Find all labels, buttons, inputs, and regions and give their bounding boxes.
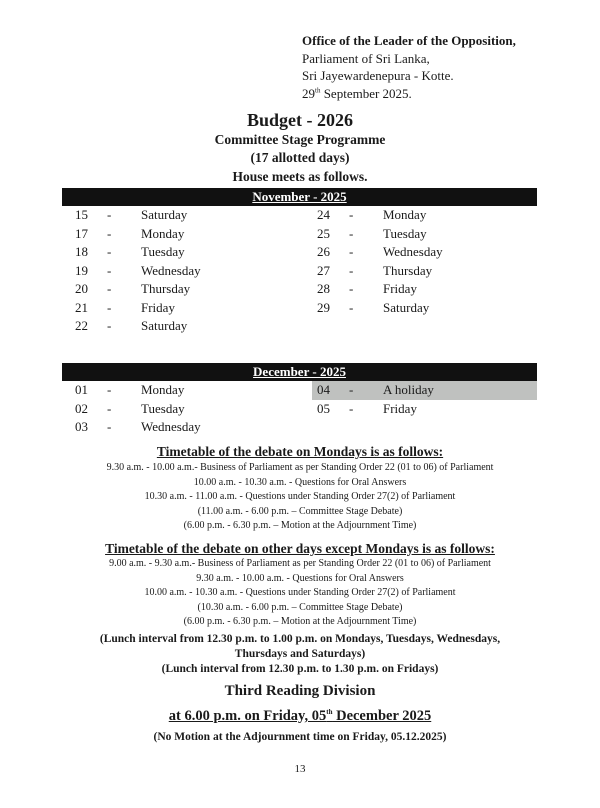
december-left-list [75, 381, 315, 437]
lunch-line: Thursdays and Saturdays) [234, 648, 366, 660]
december-right-list [317, 381, 557, 418]
november-right-list [317, 206, 557, 317]
calendar-row: 21 - Friday [75, 299, 175, 315]
third-reading-title: Third Reading Division [224, 683, 376, 699]
office-line-parliament: Parliament of Sri Lanka, [302, 50, 430, 66]
calendar-row: 22 - Saturday [75, 318, 188, 333]
no-motion-note: (No Motion at the Adjournment time on Friday, 05.12.2025) [153, 731, 447, 743]
calendar-row: 19 - Wednesday [75, 262, 201, 278]
page-number: 13 [294, 763, 306, 775]
timetable-line: 9.30 a.m. - 10.00 a.m. - Questions for Oral Answers [196, 572, 404, 584]
calendar-row: 02 - Tuesday [75, 400, 185, 416]
budget-title: Budget - 2026 [246, 110, 353, 130]
otherdays-timetable [0, 557, 600, 630]
calendar-row: 26 - Wednesday [317, 244, 443, 259]
office-date: 29th September 2025. [302, 85, 412, 101]
calendar-row: 28 - Friday [317, 281, 417, 296]
timetable-line: 10.00 a.m. - 10.30 a.m. - Questions under Standing Order 27(2) of Parliament [144, 587, 456, 598]
calendar-row: 27 - Thursday [317, 262, 433, 278]
office-title: Office of the Leader of the Opposition, [302, 33, 516, 48]
lunch-line: (Lunch interval from 12.30 p.m. to 1.30 p.m. on Fridays) [161, 663, 439, 675]
allotted-days: (17 allotted days) [250, 150, 350, 165]
timetable-line: (6.00 p.m. - 6.30 p.m. – Motion at the Adjournment Time) [183, 616, 417, 627]
calendar-row: 15 - Saturday [75, 207, 188, 222]
timetable-line: 9.00 a.m. - 9.30 a.m.- Business of Parliament as per Standing Order 22 (01 to 06) of Parliament [109, 558, 491, 569]
december-header: December - 2025 [62, 363, 537, 381]
calendar-row: 01 - Monday [75, 382, 185, 397]
house-meets-heading: House meets as follows. [232, 169, 368, 184]
mondays-timetable-heading: Timetable of the debate on Mondays is as follows: [156, 444, 444, 459]
lunch-line: (Lunch interval from 12.30 p.m. to 1.00 p.m. on Mondays, Tuesdays, Wednesdays, [99, 633, 501, 645]
calendar-row-holiday: 04 - A holiday [317, 382, 434, 397]
timetable-line: 10.30 a.m. - 11.00 a.m. - Questions under Standing Order 27(2) of Parliament [144, 491, 456, 502]
otherdays-timetable-heading: Timetable of the debate on other days except Mondays is as follows: [105, 541, 495, 556]
office-line-city: Sri Jayewardenepura - Kotte. [302, 68, 454, 83]
office-address [302, 32, 516, 102]
lunch-interval-note [0, 632, 600, 677]
timetable-line: 9.30 a.m. - 10.00 a.m.- Business of Parliament as per Standing Order 22 (01 to 06) of Parliament [106, 462, 494, 473]
third-reading-time: at 6.00 p.m. on Friday, 05th December 2025 [168, 708, 432, 724]
calendar-row: 29 - Saturday [317, 299, 430, 315]
calendar-row: 03 - Wednesday [75, 419, 201, 434]
calendar-row: 18 - Tuesday [75, 244, 185, 259]
calendar-row: 24 - Monday [317, 207, 427, 222]
november-left-list [75, 206, 315, 336]
calendar-row: 05 - Friday [317, 400, 417, 416]
timetable-line: 10.00 a.m. - 10.30 a.m. - Questions for Oral Answers [193, 476, 407, 488]
calendar-row: 20 - Thursday [75, 281, 191, 296]
november-header: November - 2025 [62, 188, 537, 206]
calendar-row: 25 - Tuesday [317, 225, 427, 241]
timetable-line: (11.00 a.m. - 6.00 p.m. – Committee Stage Debate) [197, 505, 403, 517]
mondays-timetable [0, 461, 600, 534]
committee-subtitle: Committee Stage Programme [214, 132, 386, 147]
timetable-line: (6.00 p.m. - 6.30 p.m. – Motion at the Adjournment Time) [183, 520, 417, 531]
calendar-row: 17 - Monday [75, 225, 185, 241]
timetable-line: (10.30 a.m. - 6.00 p.m. – Committee Stage Debate) [197, 601, 403, 613]
